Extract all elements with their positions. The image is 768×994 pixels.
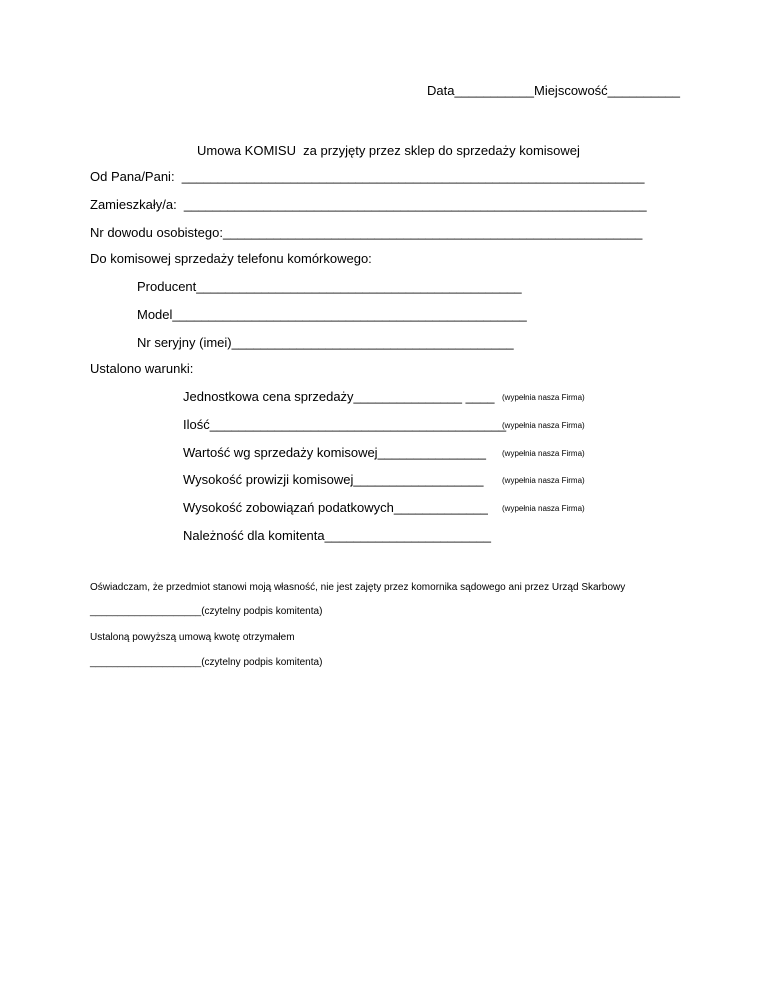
- unit-price-field: Jednostkowa cena sprzedaży_______________ ____: [183, 389, 495, 404]
- firm-note: (wypełnia nasza Firma): [502, 421, 585, 430]
- document-title: Umowa KOMISU za przyjęty przez sklep do sprzedaży komisowej: [197, 143, 580, 158]
- date-place-line: Data___________Miejscowość__________: [427, 83, 680, 98]
- signature-line-2: ____________________(czytelny podpis komitenta): [90, 657, 323, 668]
- firm-note: (wypełnia nasza Firma): [502, 476, 585, 485]
- firm-note: (wypełnia nasza Firma): [502, 504, 585, 513]
- received-statement: Ustaloną powyższą umową kwotę otrzymałem: [90, 632, 295, 643]
- phone-section-heading: Do komisowej sprzedaży telefonu komórkowego:: [90, 251, 372, 266]
- from-field: Od Pana/Pani: ________________________________________________________________: [90, 169, 645, 184]
- residence-field: Zamieszkały/a: ________________________________________________________________: [90, 197, 647, 212]
- id-number-field: Nr dowodu osobistego:__________________________________________________________: [90, 225, 643, 240]
- signature-line-1: ____________________(czytelny podpis komitenta): [90, 606, 323, 617]
- firm-note: (wypełnia nasza Firma): [502, 393, 585, 402]
- tax-field: Wysokość zobowiązań podatkowych_____________: [183, 500, 488, 515]
- firm-note: (wypełnia nasza Firma): [502, 449, 585, 458]
- quantity-field: Ilość_________________________________________: [183, 417, 507, 432]
- commission-field: Wysokość prowizji komisowej__________________: [183, 472, 484, 487]
- value-field: Wartość wg sprzedaży komisowej_______________: [183, 445, 487, 460]
- due-field: Należność dla komitenta_______________________: [183, 528, 491, 543]
- serial-field: Nr seryjny (imei)_______________________________________: [137, 335, 514, 350]
- model-field: Model_________________________________________________: [137, 307, 527, 322]
- producer-field: Producent_____________________________________________: [137, 279, 522, 294]
- ownership-declaration: Oświadczam, że przedmiot stanowi moją własność, nie jest zajęty przez komornika sądowego ani przez Urząd Skarbowy: [90, 582, 626, 593]
- terms-heading: Ustalono warunki:: [90, 361, 194, 376]
